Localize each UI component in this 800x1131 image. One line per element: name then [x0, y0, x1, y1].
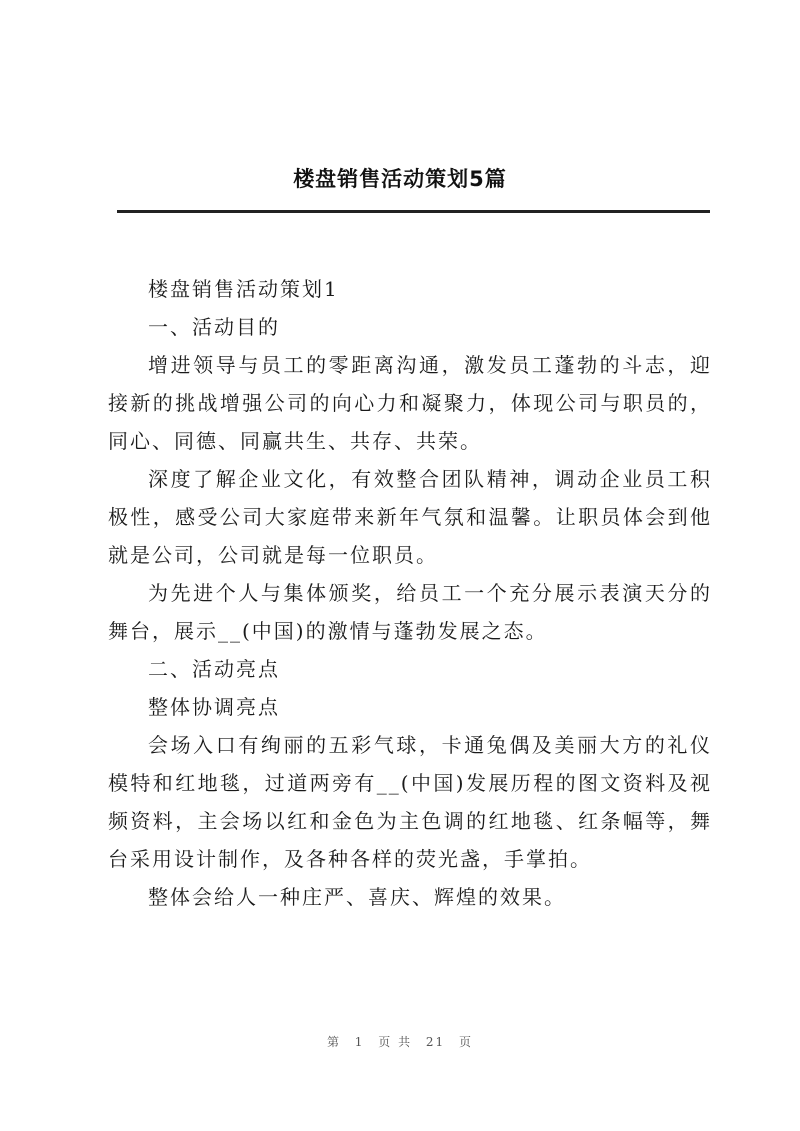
document-title: 楼盘销售活动策划5篇	[293, 167, 507, 191]
footer-label-page: 第	[326, 1035, 341, 1049]
subsection-heading: 二、活动亮点	[148, 657, 280, 681]
section-heading: 楼盘销售活动策划1	[148, 277, 339, 301]
title-divider	[117, 210, 710, 213]
body-paragraph: 增进领导与员工的零距离沟通，激发员工蓬勃的斗志，迎接新的挑战增强公司的向心力和凝聚力，体现公司与职员的，同心、同德、同赢共生、共存、共荣。	[108, 353, 712, 453]
body-paragraph: 深度了解企业文化，有效整合团队精神，调动企业员工积极性，感受公司大家庭带来新年气氛和温馨。让职员体会到他就是公司，公司就是每一位职员。	[108, 467, 712, 567]
document-body	[108, 270, 712, 916]
body-paragraph: 会场入口有绚丽的五彩气球，卡通兔偶及美丽大方的礼仪模特和红地毯，过道两旁有__(中国)发展历程的图文资料及视频资料，主会场以红和金色为主色调的红地毯、红条幅等，舞台采用设计制作，及各种各样的荧光盏，手掌拍。	[108, 733, 712, 871]
footer-label-of: 页 共	[378, 1035, 413, 1049]
footer-total-pages: 21	[425, 1035, 446, 1049]
subsection-heading: 一、活动目的	[148, 315, 280, 339]
body-paragraph: 整体会给人一种庄严、喜庆、辉煌的效果。	[148, 885, 566, 909]
footer-current-page: 1	[354, 1035, 365, 1049]
body-paragraph: 为先进个人与集体颁奖，给员工一个充分展示表演天分的舞台，展示__(中国)的激情与蓬勃发展之态。	[108, 581, 712, 643]
page-footer	[0, 1033, 800, 1050]
footer-label-pages: 页	[459, 1035, 474, 1049]
subsection-heading: 整体协调亮点	[148, 695, 280, 719]
